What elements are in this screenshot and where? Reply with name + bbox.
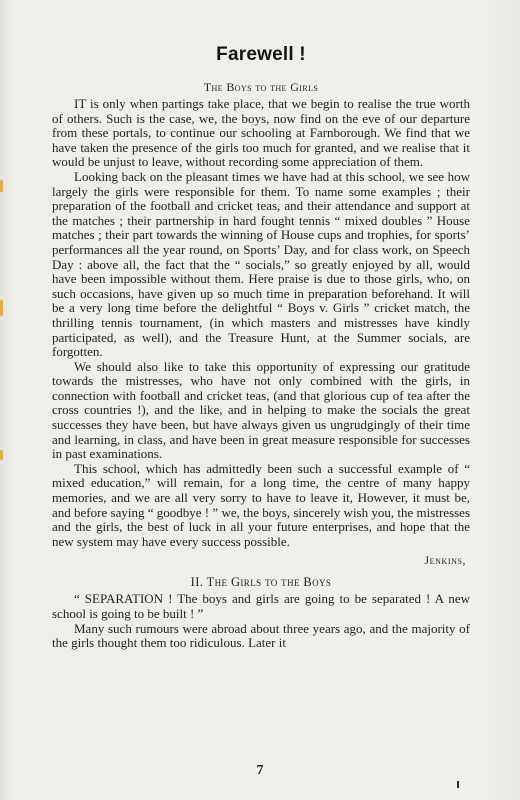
signature: Jenkins, [424,555,466,568]
page-content [52,44,470,651]
section-heading-boys-to-girls: The Boys to the Girls [203,80,319,94]
edge-stain [0,300,3,316]
edge-stain [0,180,3,192]
paragraph: Many such rumours were abroad about three years ago, and the majority of the girls thought them too ridiculous. Later it [52,620,470,651]
paragraph: Looking back on the pleasant times we have had at this school, we see how largely the girls were responsible for them. To name some examples ; their preparation of the football and cricket teas, and their attendance and support at the matches ; their partnership in hard fought tennis “ mixed doubles ” House matches ; their part towards the winning of House cups and trophies, for sports’ performances all the year round, on Sports’ Day, and for class work, on Speech Day : above all, the fact that the “ socials,” so greatly enjoyed by all, would have been impossible without them. Here praise is due to those girls, who, on such occasions, have given up so much time in preparation beforehand. It will be a very long time before the delightful “ Boys v. Girls ” cricket match, the thrilling tennis tournament, (in which masters and mistresses have kindly participated, as well), and the Treasure Hunt, at the Summer socials, are forgotten. [52,168,470,360]
print-speck [457,781,459,788]
paragraph: This school, which has admittedly been such a successful example of “ mixed education,” will remain, for a long time, the centre of many happy memories, and we are all very sorry to have to leave it, However, it must be, and before saying “ goodbye ! ” we, the boys, sincerely wish you, the mistresses and the girls, the best of luck in all your future enterprises, and hope that the new system may have every success possible. [52,460,470,549]
paragraph: “ SEPARATION ! The boys and girls are going to be separated ! A new school is going to be built ! ” [52,591,470,621]
paragraph: IT is only when partings take place, that we begin to realise the true worth of others. Such is the case, we, the boys, now find on the eve of our departure from these portals, to continue our schooling at Farnborough. We find that we have taken the presence of the girls too much for granted, and we realise that it would be unjust to leave, without recording some appreciation of them. [52,96,470,170]
paragraph: We should also like to take this opportunity of expressing our gratitude towards the mistresses, who have not only combined with the girls, in connection with football and cricket teas, (and that glorious cup of tea after the cross countries !), and the like, and in helping to make the socials the great successes they have been, but have always given us ungrudgingly of their time and learning, in class, and have been in great measure responsible for successes in past examinations. [52,358,470,462]
section-heading-girls-to-boys: II. The Girls to the Boys [190,575,332,590]
edge-stain [0,450,3,460]
page-title: Farewell ! [216,44,306,65]
page-number: 7 [256,763,264,778]
